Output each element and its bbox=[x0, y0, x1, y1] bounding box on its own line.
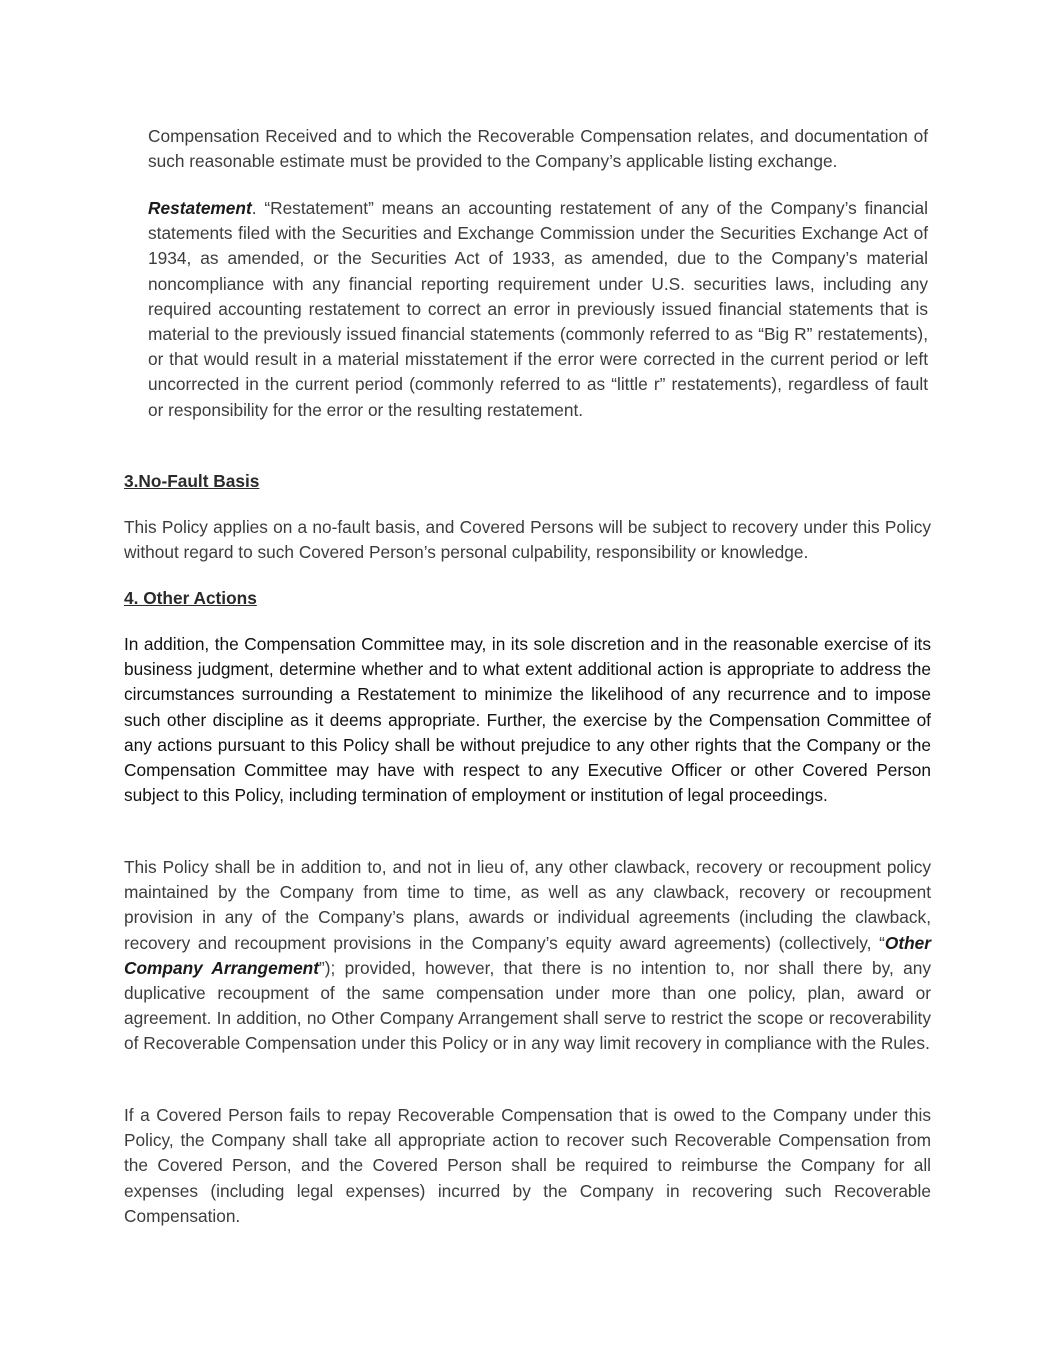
section-4-paragraph-3: If a Covered Person fails to repay Recoverable Compensation that is owed to the Company under this Policy, the Company shall take all appropriate action to recover such Recoverable Compensation from the Covered Person, and the Covered Person shall be required to reimburse the Company for all expenses (including legal expenses) incurred by the Company in recovering such Recoverable Compensation. bbox=[124, 1105, 931, 1226]
section-4-paragraph-2-end: ”); provided, however, that there is no intention to, nor shall there by, any duplicative recoupment of the same compensation under more than one policy, plan, award or agreement. In addition, no Other Company Arrangement shall serve to restrict the scope or recoverability of Recoverable Compensation under this Policy or in any way limit recovery in compliance with the Rules. bbox=[124, 957, 931, 1054]
section-4-paragraph-2-start: This Policy shall be in addition to, and not in lieu of, any other clawback, recovery or recoupment policy maintained by the Company from time to time, as well as any clawback, recovery or recoupment provision in any of the Company’s plans, awards or individual agreements (including the clawback, recovery and recoupment provisions in the Company’s equity award agreements) (collectively, “ bbox=[124, 857, 931, 953]
section-4-heading: 4. Other Actions bbox=[124, 588, 257, 608]
section-4-paragraph-1: In addition, the Compensation Committee may, in its sole discretion and in the reasonable exercise of its business judgment, determine whether and to what extent additional action is appropriate to address the circumstances surrounding a Restatement to minimize the likelihood of any recurrence and to impose such other discipline as it deems appropriate. Further, the exercise by the Compensation Committee of any actions pursuant to this Policy shall be without prejudice to any other rights that the Company or the Compensation Committee may have with respect to any Executive Officer or other Covered Person subject to this Policy, including termination of employment or institution of legal proceedings. bbox=[124, 634, 931, 806]
restatement-definition-text: . “Restatement” means an accounting restatement of any of the Company’s financial statements filed with the Securities and Exchange Commission under the Securities Exchange Act of 1934, as amended, or the Securities Act of 1933, as amended, due to the Company’s material noncompliance with any financial reporting requirement under U.S. securities laws, including any required accounting restatement to correct an error in previously issued financial statements that is material to the previously issued financial statements (commonly referred to as “Big R” restatements), or that would result in a material misstatement if the error were corrected in the current period or left uncorrected in the current period (commonly referred to as “little r” restatements), regardless of fault or responsibility for the error or the resulting restatement. bbox=[148, 198, 928, 420]
section-3-heading: 3.No-Fault Basis bbox=[124, 471, 260, 491]
restatement-definition bbox=[148, 196, 928, 423]
continuation-paragraph: Compensation Received and to which the Recoverable Compensation relates, and documentation of such reasonable estimate must be provided to the Company’s applicable listing exchange. bbox=[148, 126, 928, 172]
restatement-term: Restatement bbox=[148, 198, 252, 218]
section-3-paragraph: This Policy applies on a no-fault basis, and Covered Persons will be subject to recovery under this Policy without regard to such Covered Person’s personal culpability, responsibility or knowledge. bbox=[124, 517, 931, 563]
section-4-paragraph-2 bbox=[124, 855, 931, 1057]
other-company-arrangement-term: Other Company Arrangement bbox=[124, 932, 931, 978]
